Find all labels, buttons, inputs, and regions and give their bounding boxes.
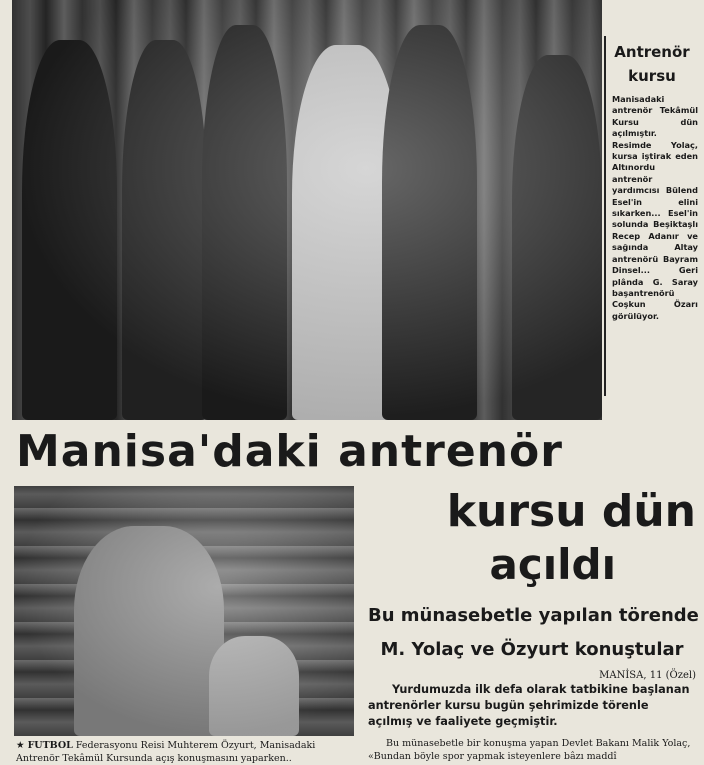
- photo-figure: [382, 25, 477, 420]
- article-paragraph-1: Yurdumuzda ilk defa olarak tatbikine başlanan antrenörler kursu bugün şehrimizde törenle açılmış ve faaliyete geçmiştir.: [368, 683, 690, 728]
- subheadline-line-2: M. Yolaç ve Özyurt konuştular: [380, 639, 684, 660]
- side-article: [604, 36, 698, 396]
- article-paragraph-2: Bu münasebetle bir konuşma yapan Devlet Bakanı Malik Yolaç, «Bundan böyle spor yapmak isteyenlere bâzı maddî: [368, 738, 691, 762]
- headline-line-3: açıldı: [489, 540, 616, 589]
- caption-text: Federasyonu Reisi Muhterem Özyurt, Manisadaki Antrenör Tekâmül Kursunda açış konuşmasını yaparken..: [16, 740, 316, 764]
- photo-caption: [16, 739, 356, 765]
- dateline: MANİSA, 11 (Özel): [599, 670, 696, 681]
- photo-figure: [74, 526, 224, 736]
- caption-lead: FUTBOL: [27, 740, 73, 751]
- photo-figure: [292, 45, 402, 420]
- photo-figure: [22, 40, 117, 420]
- side-article-title: Antrenör kursu: [614, 43, 690, 85]
- bottom-photo-speaker: [14, 486, 354, 736]
- top-photo-handshake: [12, 0, 602, 420]
- star-icon: ★: [16, 740, 25, 751]
- photo-figure: [122, 40, 207, 420]
- headline-line-1: Manisa'daki antrenör: [16, 426, 563, 477]
- photo-figure: [202, 25, 287, 420]
- headline-line-2: kursu dün: [446, 486, 696, 537]
- photo-figure: [512, 55, 602, 420]
- subheadline-line-1: Bu münasebetle yapılan törende: [368, 605, 699, 626]
- photo-figure: [209, 636, 299, 736]
- side-article-text: Manisadaki antrenör Tekâmül Kursu dün açılmıştır. Resimde Yolaç, kursa iştirak eden Altınordu antrenör yardımcısı Bülend Esel'in elini sıkarken... Esel'in solunda Beşiktaşlı Recep Adanır ve sağında Altay antrenörü Bayram Dinsel... Geri plânda G. Saray başantrenörü Coşkun Özarı görülüyor.: [612, 94, 698, 321]
